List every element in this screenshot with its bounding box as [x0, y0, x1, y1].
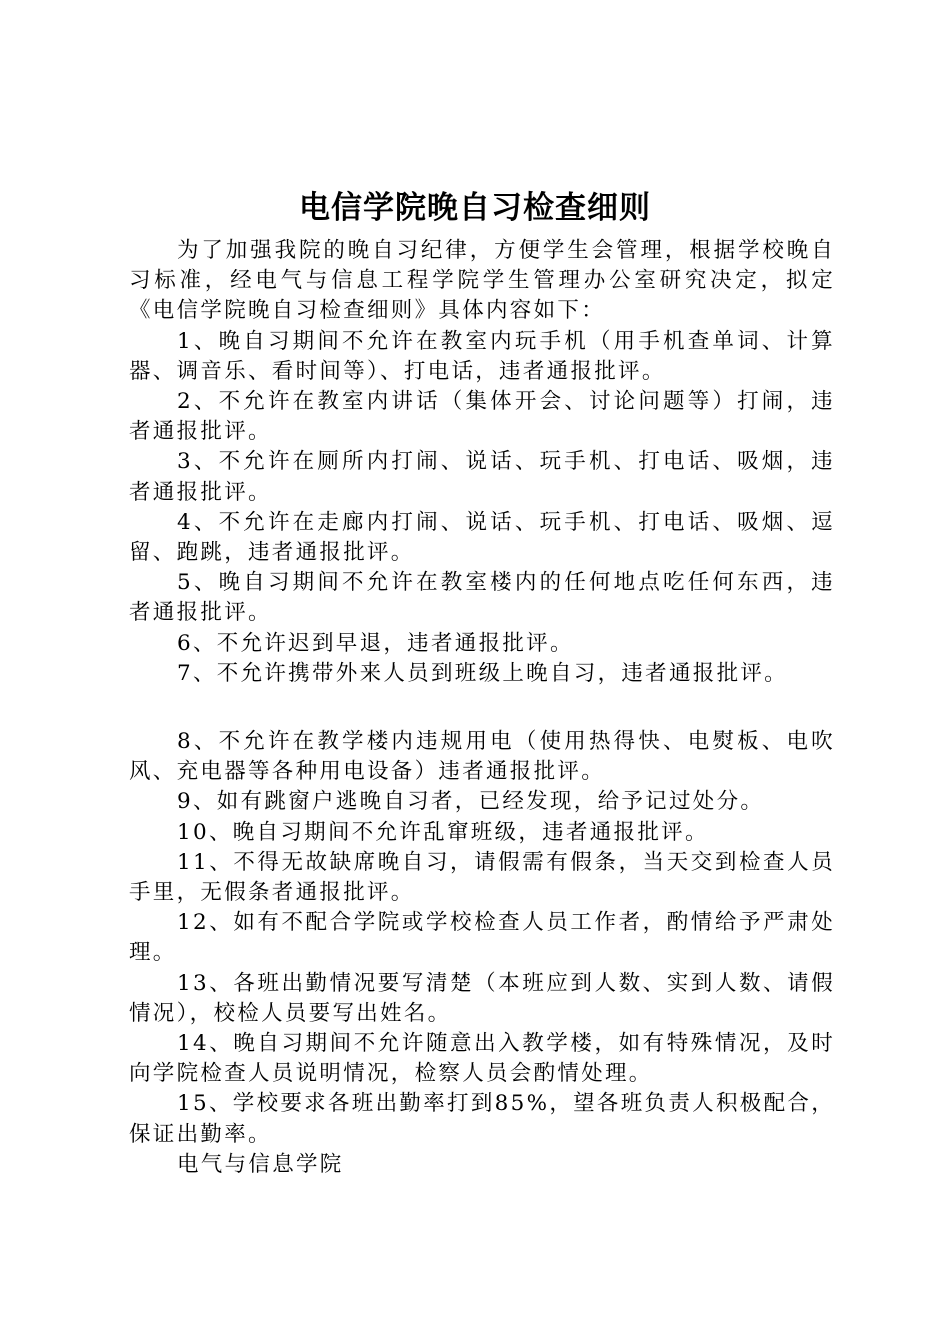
rule-item: 7、不允许携带外来人员到班级上晚自习，违者通报批评。 — [177, 660, 788, 686]
document-title: 电信学院晚自习检查细则 — [299, 190, 651, 226]
intro-paragraph: 为了加强我院的晚自习纪律，方便学生会管理，根据学校晚自习标准，经电气与信息工程学院学生管理办公室研究决定，拟定《电信学院晚自习检查细则》具体内容如下： — [129, 238, 835, 324]
rule-item: 1、晚自习期间不允许在教室内玩手机（用手机查单词、计算器、调音乐、看时间等）、打电话，违者通报批评。 — [129, 328, 835, 384]
rule-item: 3、不允许在厕所内打闹、说话、玩手机、打电话、吸烟，违者通报批评。 — [129, 449, 835, 505]
blank-line — [129, 689, 835, 727]
rule-item: 2、不允许在教室内讲话（集体开会、讨论问题等）打闹，违者通报批评。 — [129, 389, 835, 445]
signature: 电气与信息学院 — [177, 1151, 344, 1177]
rule-item: 4、不允许在走廊内打闹、说话、玩手机、打电话、吸烟、逗留、跑跳，违者通报批评。 — [129, 509, 835, 566]
rule-item: 9、如有跳窗户逃晚自习者，已经发现，给予记过处分。 — [177, 789, 765, 815]
rule-item: 11、不得无故缺席晚自习，请假需有假条，当天交到检查人员手里，无假条者通报批评。 — [129, 849, 835, 906]
rule-item: 8、不允许在教学楼内违规用电（使用热得快、电熨板、电吹风、充电器等各种用电设备）违者通报批评。 — [129, 729, 835, 785]
rule-item: 15、学校要求各班出勤率打到85%，望各班负责人积极配合，保证出勤率。 — [129, 1091, 835, 1147]
document-body — [129, 236, 835, 1180]
rule-item: 13、各班出勤情况要写清楚（本班应到人数、实到人数、请假情况），校检人员要写出姓名。 — [129, 970, 835, 1026]
rule-item: 6、不允许迟到早退，违者通报批评。 — [177, 630, 574, 656]
rule-item: 10、晚自习期间不允许乱窜班级，违者通报批评。 — [177, 819, 709, 845]
rule-item: 5、晚自习期间不允许在教室楼内的任何地点吃任何东西，违者通报批评。 — [129, 570, 835, 626]
rule-item: 12、如有不配合学院或学校检查人员工作者，酌情给予严肃处理。 — [129, 910, 835, 966]
rule-item: 14、晚自习期间不允许随意出入教学楼，如有特殊情况，及时向学院检查人员说明情况，检察人员会酌情处理。 — [129, 1031, 835, 1087]
